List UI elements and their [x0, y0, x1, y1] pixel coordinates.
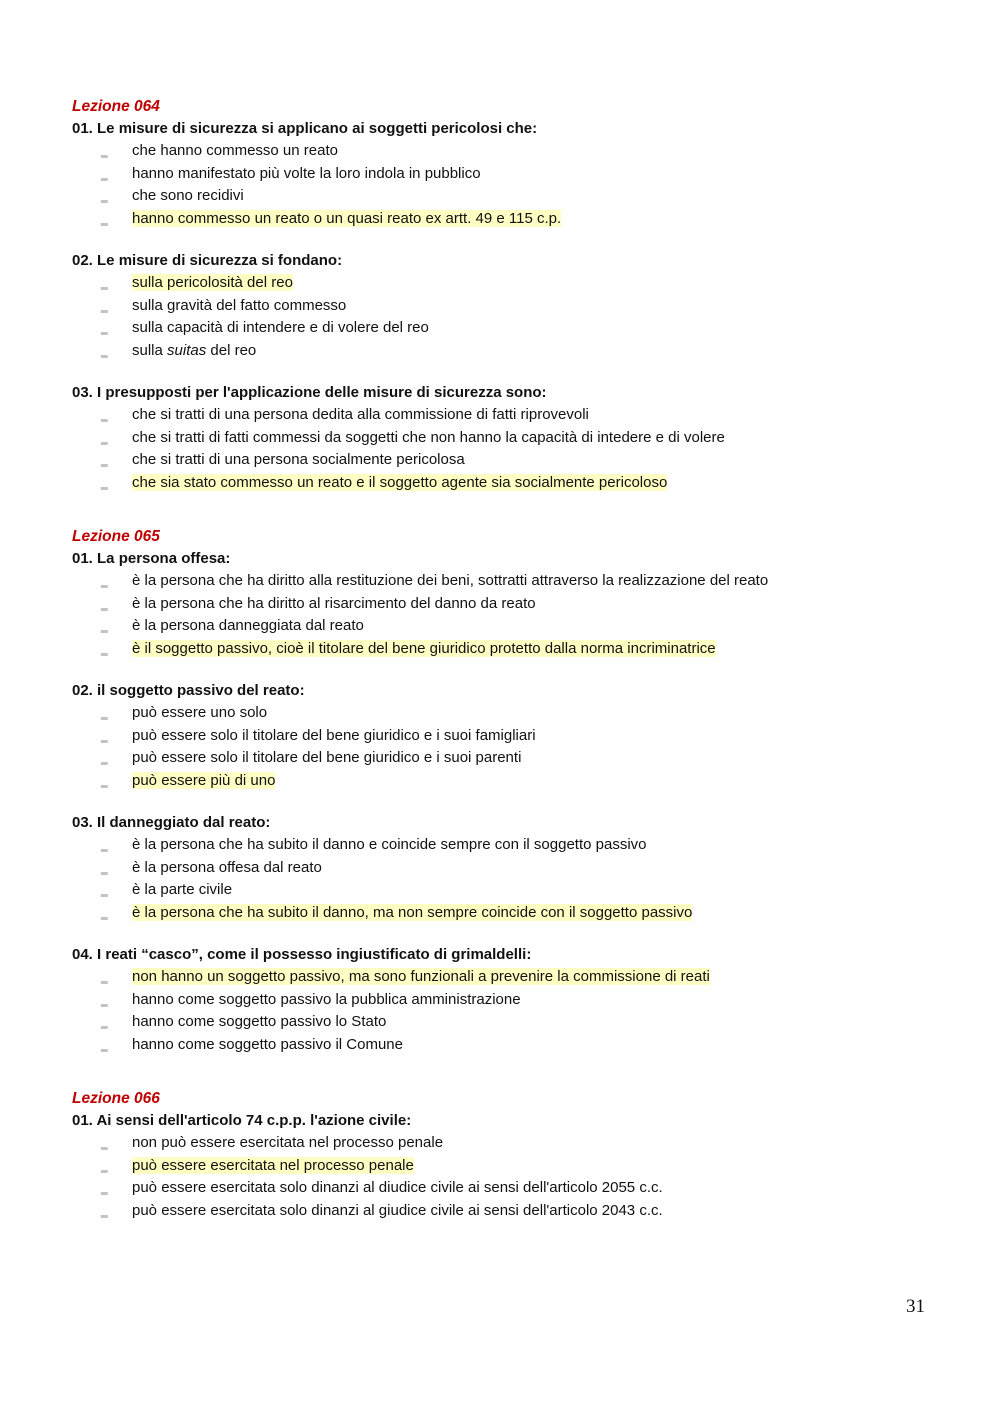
document-page [72, 96, 952, 1222]
answer-item [72, 615, 952, 638]
answer-text: che si tratti di fatti commessi da soggetti che non hanno la capacità di intedere e di volere [132, 428, 725, 446]
lesson-064 [72, 96, 952, 494]
lesson-title: Lezione 065 [72, 528, 160, 545]
answer-item [72, 570, 952, 593]
answer-text: è la persona che ha diritto alla restituzione dei beni, sottratti attraverso la realizzazione del reato [132, 572, 769, 589]
answer-text: hanno come soggetto passivo il Comune [132, 1035, 403, 1053]
answer-item [72, 747, 952, 770]
bullet-icon: ‗ [101, 298, 108, 313]
answer-item-correct [72, 966, 952, 989]
lesson-title: Lezione 064 [72, 98, 160, 115]
question-03 [72, 812, 952, 924]
answer-text: è la persona che ha subito il danno e coincide sempre con il soggetto passivo [132, 836, 647, 853]
answer-item [72, 834, 952, 857]
answer-item [72, 140, 952, 163]
correct-answer-text: sulla pericolosità del reo [132, 274, 293, 291]
answer-item [72, 989, 952, 1012]
bullet-icon: ‗ [101, 1203, 108, 1218]
question-text: 03. I presupposti per l'applicazione delle misure di sicurezza sono: [72, 384, 547, 401]
answer-list [72, 404, 952, 494]
answer-text: è la persona che ha diritto al risarcimento del danno da reato [132, 594, 536, 612]
question-text: 01. La persona offesa: [72, 550, 231, 567]
answer-item [72, 725, 952, 748]
answer-text: può essere esercitata solo dinanzi al diudice civile ai sensi dell'articolo 2055 c.c. [132, 1179, 663, 1196]
answer-item-correct [72, 638, 952, 661]
bullet-icon: ‗ [101, 619, 108, 633]
lesson-title: Lezione 066 [72, 1090, 160, 1107]
answer-text: sulla capacità di intendere e di volere del reo [132, 319, 429, 336]
question-text: 02. il soggetto passivo del reato: [72, 682, 305, 699]
answer-list [72, 570, 952, 660]
answer-item [72, 593, 952, 616]
answer-item [72, 404, 952, 427]
answer-text: hanno manifestato più volte la loro indola in pubblico [132, 164, 481, 182]
bullet-icon: ‗ [101, 992, 108, 1007]
answer-item [72, 1177, 952, 1200]
page-number: 31 [906, 1296, 925, 1317]
answer-text: può essere esercitata solo dinanzi al giudice civile ai sensi dell'articolo 2043 c.c. [132, 1201, 663, 1219]
correct-answer-text: può essere esercitata nel processo penale [132, 1156, 414, 1174]
answer-text-pre: sulla [132, 341, 168, 359]
bullet-icon: ‗ [101, 860, 108, 875]
bullet-icon: ‗ [101, 321, 108, 335]
answer-item-correct [72, 1155, 952, 1178]
answer-text: può essere solo il titolare del bene giuridico e i suoi parenti [132, 749, 522, 766]
bullet-icon: ‗ [101, 144, 108, 158]
answer-text: può essere uno solo [132, 704, 268, 721]
bullet-icon: ‗ [101, 211, 108, 226]
answer-item [72, 879, 952, 902]
question-01 [72, 118, 952, 230]
bullet-icon: ‗ [101, 166, 108, 181]
bullet-icon: ‗ [101, 1015, 108, 1029]
bullet-icon: ‗ [101, 408, 108, 422]
question-01 [72, 1110, 952, 1222]
answer-item [72, 857, 952, 880]
answer-text: che si tratti di una persona socialmente pericolosa [132, 451, 465, 468]
answer-item-correct [72, 208, 952, 231]
answer-list [72, 834, 952, 924]
bullet-icon: ‗ [101, 343, 108, 358]
answer-item [72, 702, 952, 725]
answer-item [72, 449, 952, 472]
correct-answer-text: può essere più di uno [132, 771, 276, 789]
answer-item [72, 317, 952, 340]
answer-item [72, 1132, 952, 1155]
answer-item-correct [72, 272, 952, 295]
bullet-icon: ‗ [101, 706, 108, 720]
answer-text: che si tratti di una persona dedita alla commissione di fatti riprovevoli [132, 406, 589, 423]
answer-text: che hanno commesso un reato [132, 142, 338, 159]
bullet-icon: ‗ [101, 1181, 108, 1195]
answer-item-correct [72, 472, 952, 495]
correct-answer-text: è il soggetto passivo, cioè il titolare del bene giuridico protetto dalla norma incriminatrice [132, 639, 716, 657]
bullet-icon: ‗ [101, 574, 108, 588]
answer-list [72, 272, 952, 362]
bullet-icon: ‗ [101, 189, 108, 203]
answer-text-post: del reo [206, 341, 257, 359]
question-02 [72, 250, 952, 362]
bullet-icon: ‗ [101, 430, 108, 445]
answer-list [72, 702, 952, 792]
answer-item [72, 1011, 952, 1034]
answer-text-italic: suitas [167, 341, 207, 359]
bullet-icon: ‗ [101, 641, 108, 656]
bullet-icon: ‗ [101, 970, 108, 984]
question-04 [72, 944, 952, 1056]
answer-text: sulla gravità del fatto commesso [132, 296, 347, 314]
answer-text: è la persona danneggiata dal reato [132, 617, 364, 634]
bullet-icon: ‗ [101, 905, 108, 920]
answer-item [72, 163, 952, 186]
bullet-icon: ‗ [101, 596, 108, 611]
answer-item [72, 427, 952, 450]
bullet-icon: ‗ [101, 773, 108, 788]
correct-answer-text: hanno commesso un reato o un quasi reato ex artt. 49 e 115 c.p. [132, 209, 562, 227]
answer-item [72, 1200, 952, 1223]
answer-item [72, 295, 952, 318]
answer-text: hanno come soggetto passivo la pubblica amministrazione [132, 990, 521, 1008]
bullet-icon: ‗ [101, 475, 108, 490]
question-text: 01. Le misure di sicurezza si applicano ai soggetti pericolosi che: [72, 120, 538, 137]
question-text: 04. I reati “casco”, come il possesso ingiustificato di grimaldelli: [72, 946, 532, 963]
question-03 [72, 382, 952, 494]
question-01 [72, 548, 952, 660]
answer-list [72, 1132, 952, 1222]
answer-item-correct [72, 770, 952, 793]
answer-text: che sono recidivi [132, 187, 244, 204]
lesson-065 [72, 526, 952, 1056]
question-text: 02. Le misure di sicurezza si fondano: [72, 252, 343, 269]
question-text: 03. Il danneggiato dal reato: [72, 814, 271, 831]
bullet-icon: ‗ [101, 883, 108, 897]
answer-item [72, 1034, 952, 1057]
bullet-icon: ‗ [101, 728, 108, 743]
answer-item [72, 185, 952, 208]
bullet-icon: ‗ [101, 453, 108, 467]
correct-answer-text: che sia stato commesso un reato e il soggetto agente sia socialmente pericoloso [132, 473, 668, 491]
question-02 [72, 680, 952, 792]
correct-answer-text: non hanno un soggetto passivo, ma sono funzionali a prevenire la commissione di reati [132, 968, 710, 985]
answer-text: non può essere esercitata nel processo penale [132, 1134, 444, 1151]
bullet-icon: ‗ [101, 1037, 108, 1052]
bullet-icon: ‗ [101, 751, 108, 765]
question-text: 01. Ai sensi dell'articolo 74 c.p.p. l'azione civile: [72, 1112, 412, 1129]
answer-list [72, 966, 952, 1056]
answer-text: è la persona offesa dal reato [132, 858, 322, 876]
answer-text [132, 342, 256, 359]
bullet-icon: ‗ [101, 1136, 108, 1150]
correct-answer-text: è la persona che ha subito il danno, ma non sempre coincide con il soggetto passivo [132, 903, 693, 921]
answer-list [72, 140, 952, 230]
bullet-icon: ‗ [101, 1158, 108, 1173]
answer-text: è la parte civile [132, 881, 233, 898]
answer-item [72, 340, 952, 363]
answer-text: hanno come soggetto passivo lo Stato [132, 1013, 387, 1030]
bullet-icon: ‗ [101, 276, 108, 290]
lesson-066 [72, 1088, 952, 1222]
bullet-icon: ‗ [101, 838, 108, 852]
answer-item-correct [72, 902, 952, 925]
answer-text: può essere solo il titolare del bene giuridico e i suoi famigliari [132, 726, 536, 744]
